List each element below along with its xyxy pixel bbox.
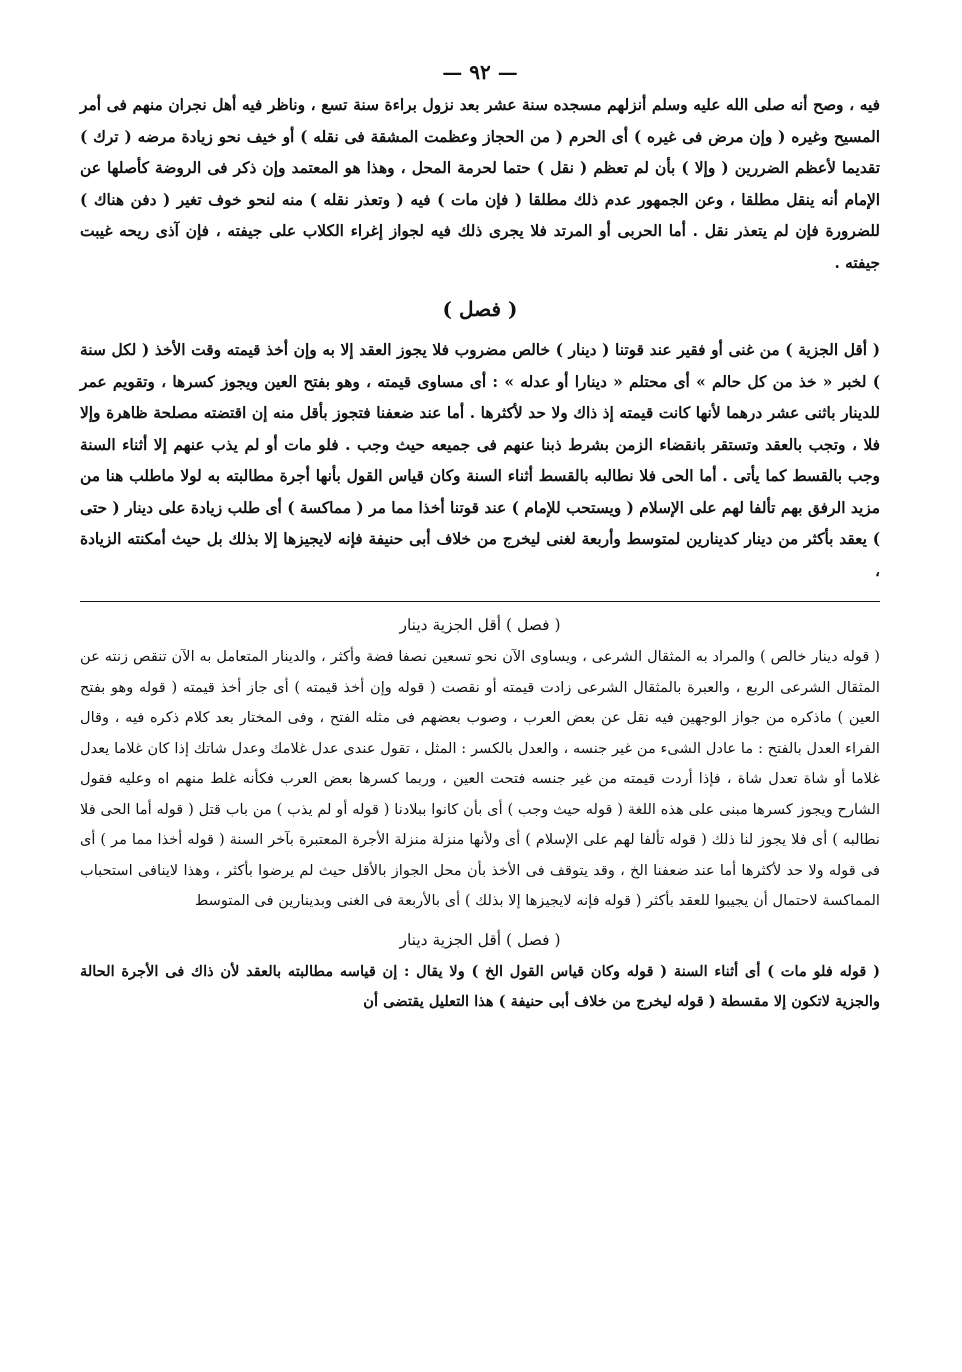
main-text	[80, 90, 880, 587]
section-title: ( فصل )	[442, 297, 518, 321]
commentary-heading-2: ( فصل ) أقل الجزية دينار	[399, 930, 561, 949]
top-paragraph: فيه ، وصح أنه صلى الله عليه وسلم أنزلهم مسجده سنة عشر بعد نزول براءة سنة تسع ، وناظر فيه أهل نجران منهم فى أمر المسيح وغيره ( وإن مرض فى غيره ) أى الحرم ( من الحجاز وعظمت المشقة فى نقله ) أو خيف نحو زيادة مرضه ( ترك ) تقديما لأعظم الضررين ( وإلا ) بأن لم تعظم ( نقل ) حتما لحرمة المحل ، وهذا هو المعتمد وإن ذكر فى الروضة كأصلها عن الإمام أنه ينقل مطلقا ، وعن الجمهور عدم ذلك مطلقا ( فإن مات ) فيه ( وتعذر نقله ) منه لنحو خوف تغير ( دفن هناك ) للضرورة فإن لم يتعذر نقل . أما الحربى أو المرتد فلا يجرى ذلك فيه لجواز إغراء الكلاب على جيفته ، فإن آذى ريحه غيبت جيفته .	[80, 96, 880, 272]
commentary-heading-1: ( فصل ) أقل الجزية دينار	[399, 616, 561, 634]
commentary-paragraph-2: ( قوله فلو مات ) أى أثناء السنة ( قوله وكان قياس القول الخ ) ولا يقال : إن قياسه مطالبته بالعقد لأن ذاك فى الأجرة الحالة والجزية لاتكون إلا مقسطة ( قوله ليخرج من خلاف أبى حنيفة ) هذا التعليل يقتضى أن	[80, 962, 880, 1010]
commentary-paragraph-1: ( قوله دينار خالص ) والمراد به المثقال الشرعى ، ويساوى الآن نحو تسعين نصفا فضة وأكثر ، والدينار المتعامل به الآن تنقص زنته عن المثقال الشرعى الربع ، والعبرة بالمثقال الشرعى زادت قيمته أو نقصت ( قوله وإن أخذ قيمته ) أى جاز أخذ قيمته ( قوله وهو بفتح العين ) ماذكره من جواز الوجهين فيه نقل عن بعض العرب ، وصوب بعضهم فى مثله الفتح ، وفى المختار بعد كلام ذكره فيه ، وقال الفراء العدل بالفتح : ما عادل الشىء من غير جنسه ، والعدل بالكسر : المثل ، تقول عندى عدل غلامك وعدل شاتك إذا كان غلاما يعدل غلاما أو شاة تعدل شاة ، فإذا أردت قيمته من غير جنسه فتحت العين ، وربما كسرها بعض العرب فكأنه غلط منهم اه وعليه فقول الشارح ويجوز كسرها مبنى على هذه اللغة ( قوله حيث وجب ) أى بأن كانوا ببلادنا ( قوله أو لم يذب ) من باب قتل ( قوله أما الحى فلا نطالبه ) أى فلا يجوز لنا ذلك ( قوله تألفا لهم على الإسلام ) أى ولأنها منزلة منزلة الأجرة المعتبرة بآخر السنة ( قوله أخذا مما مر ) أى فى قوله ولا حد لأكثرها أما عند ضعفنا الخ ، وقد يتوقف فى الأخذ بأن محل الجواز بالأقل حيث لم يرضوا بأكثر ، وهذا لاينافى استحباب المماكسة لاحتمال أن يجيبوا للعقد بأكثر ( قوله فإنه لايجيزها إلا بذلك ) أى بالأربعة فى الغنى وبدينارين فى المتوسط	[80, 648, 880, 909]
commentary	[80, 608, 880, 1018]
section-paragraph: ( أقل الجزية ) من غنى أو فقير عند قوتنا ( دينار ) خالص مضروب فلا يجوز العقد إلا به وإن أخذ قيمته وقت الأخذ ( لكل سنة ) لخبر « خذ من كل حالم » أى محتلم « دينارا أو عدله » : أى مساوى قيمته ، وهو بفتح العين ويجوز كسرها ، وتقويم عمر للدينار باثنى عشر درهما لأنها كانت قيمته إذ ذاك ولا حد لأكثرها . أما عند ضعفنا فتجوز بأقل منه إن اقتضته مصلحة ظاهرة وإلا فلا ، وتجب بالعقد وتستقر بانقضاء الزمن بشرط ذبنا عنهم فى جميعه حيث وجب . فلو مات أو لم يذب عنهم إلا أثناء السنة وجب بالقسط كما يأتى . أما الحى فلا نطالبه بالقسط أثناء السنة وكان قياس القول بأنها أجرة مطالبته به لولا ماطلب هنا من مزيد الرفق بهم تألفا لهم على الإسلام ( ويستحب للإمام ) عند قوتنا أخذا مما مر ( مماكسة ) أى طلب زيادة على دينار ( حتى ) يعقد بأكثر من دينار كدينارين لمتوسط وأربعة لغنى ليخرج من خلاف أبى حنيفة فإنه لايجيزها إلا بذلك بل حيث أمكنته الزيادة ،	[80, 341, 880, 580]
page-number: — ٩٢ —	[442, 60, 518, 84]
commentary-divider	[80, 601, 880, 602]
